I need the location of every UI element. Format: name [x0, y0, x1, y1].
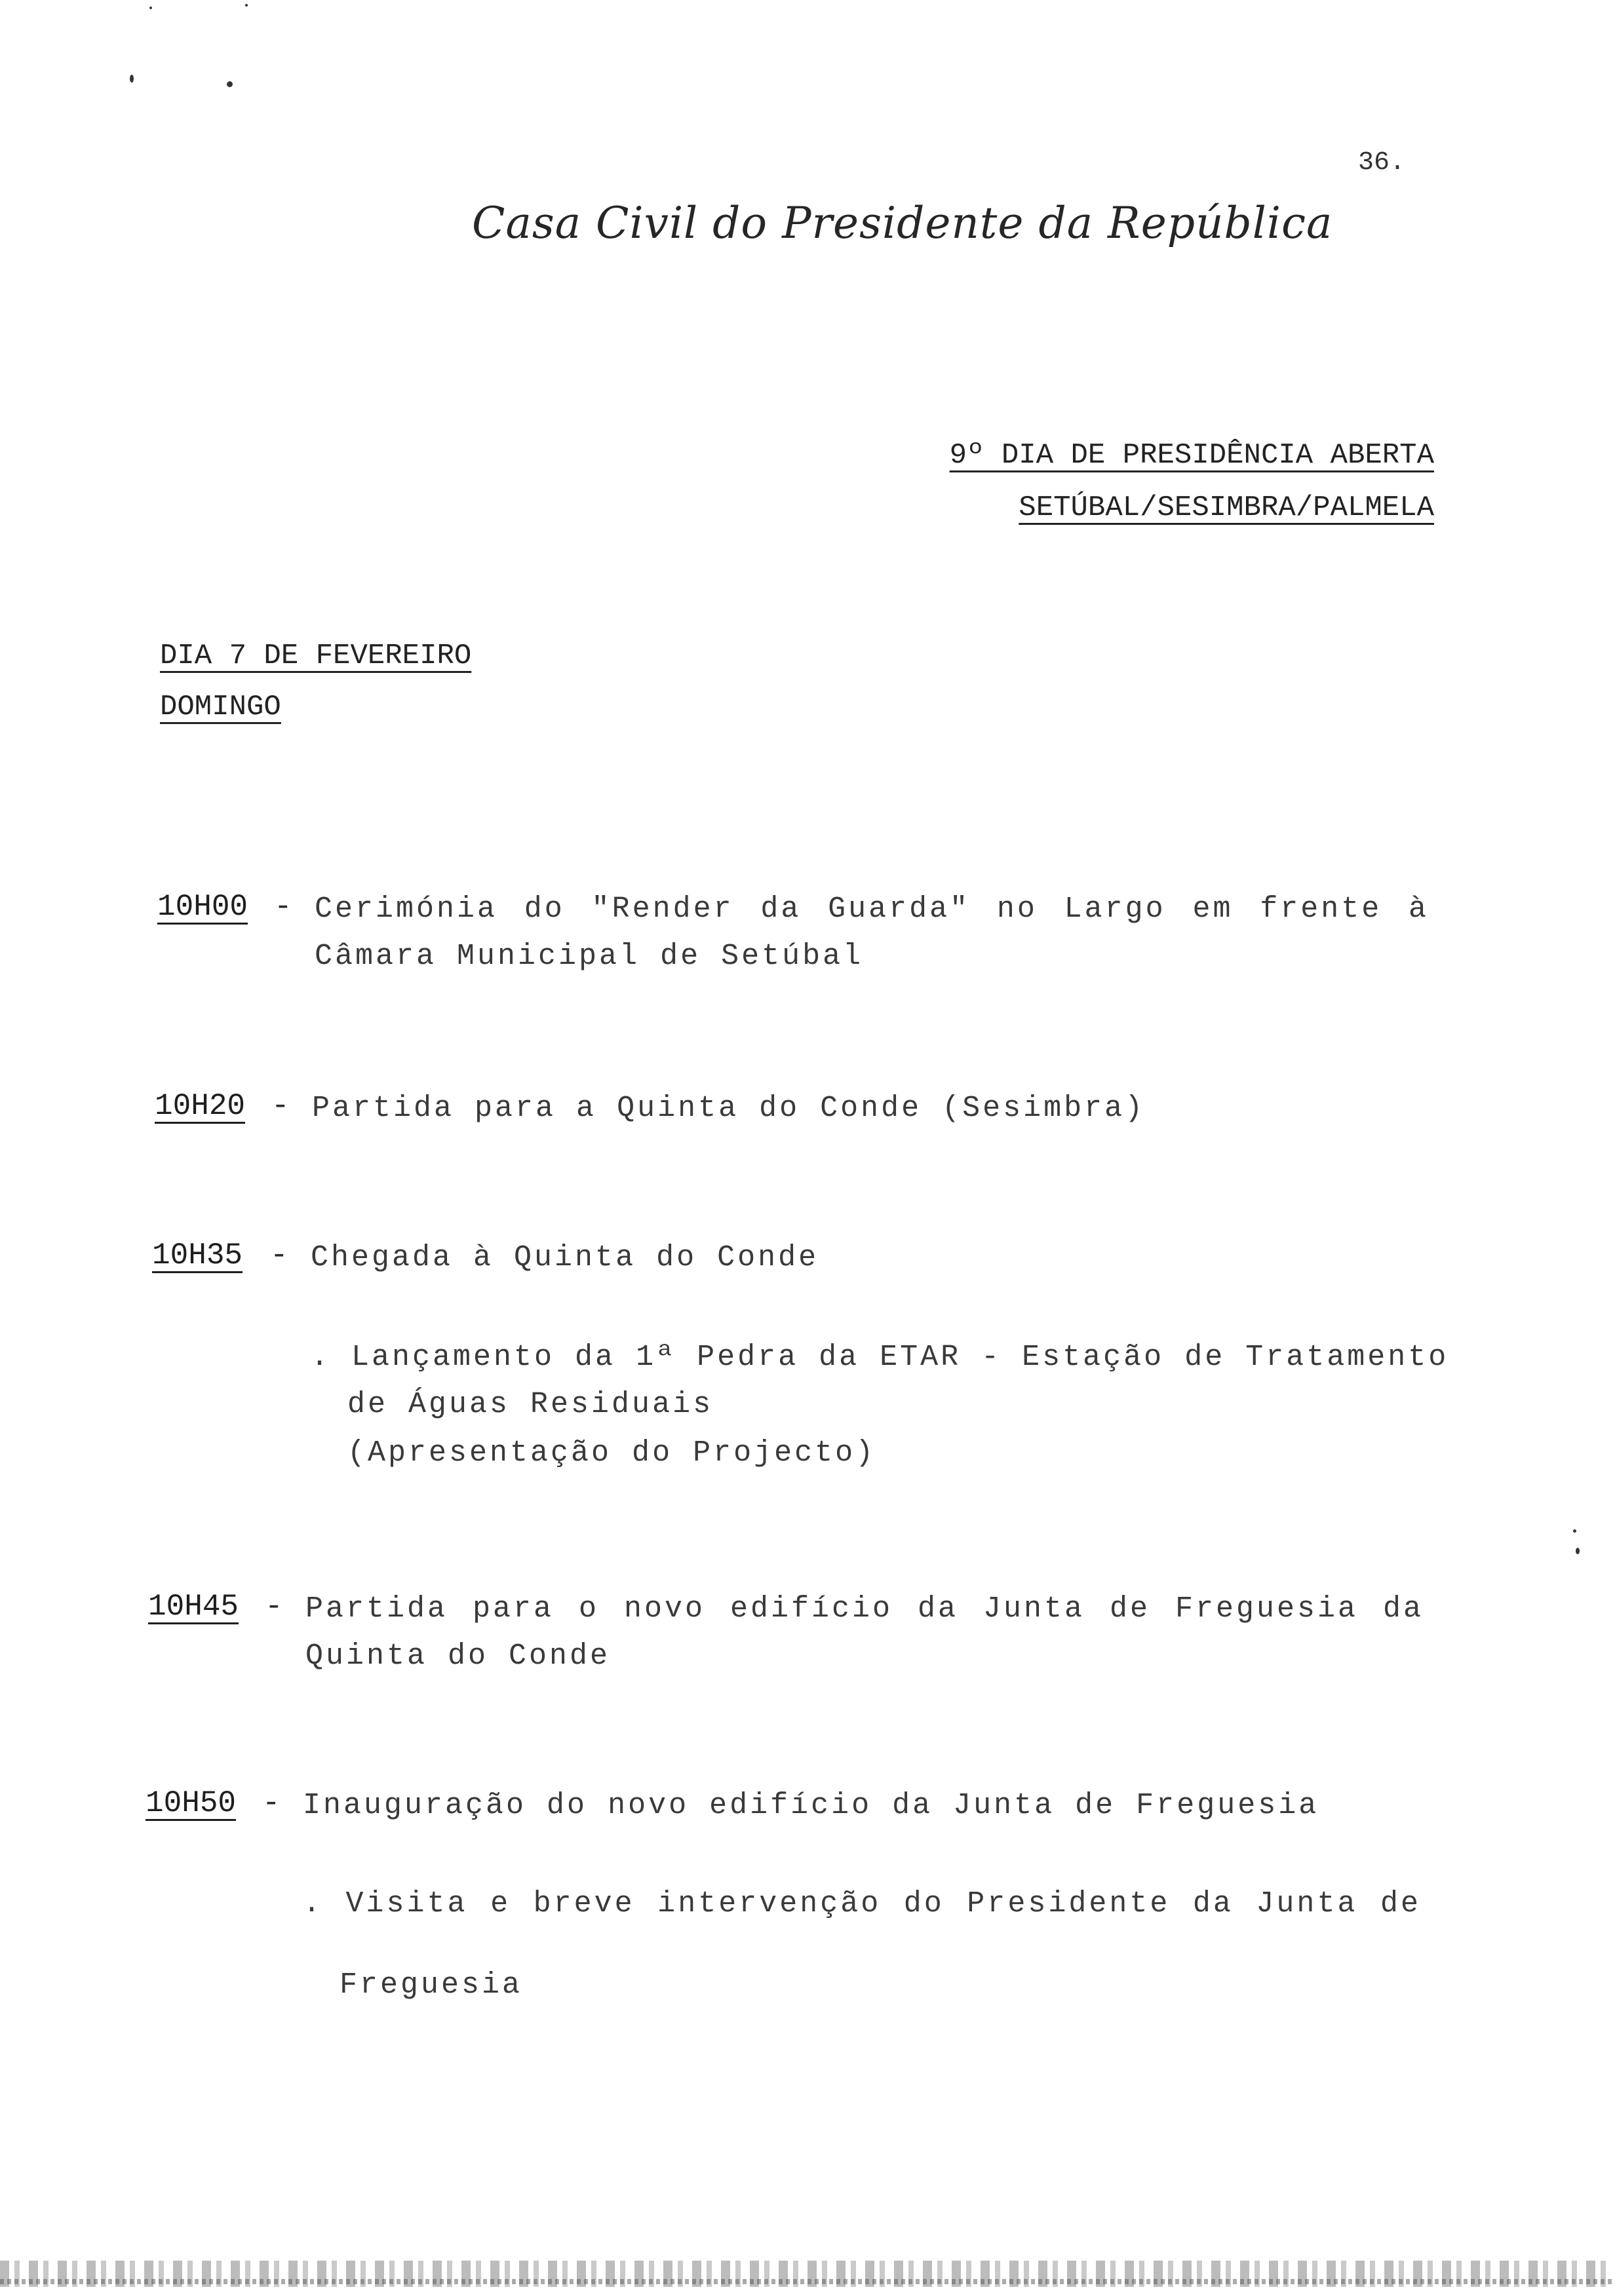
schedule-description: Câmara Municipal de Setúbal	[315, 940, 864, 973]
schedule-description: Partida para o novo edifício da Junta de Freguesia da	[305, 1592, 1424, 1626]
schedule-description: Cerimónia do "Render da Guarda" no Largo em frente à	[315, 892, 1429, 926]
schedule-sub-item: de Águas Residuais	[347, 1388, 714, 1421]
schedule-sub-item: (Apresentação do Projecto)	[347, 1436, 876, 1470]
schedule-sub-item: . Visita e breve intervenção do Presidente da Junta de	[303, 1887, 1421, 1921]
schedule-time: 10H45	[148, 1590, 239, 1624]
date-weekday: DOMINGO	[160, 691, 281, 723]
schedule-dash: -	[262, 1786, 281, 1820]
scan-speck	[227, 81, 233, 87]
schedule-dash: -	[270, 1238, 288, 1272]
scan-speck	[245, 4, 248, 7]
schedule-dash: -	[271, 1089, 290, 1123]
schedule-description: Chegada à Quinta do Conde	[311, 1241, 819, 1274]
scan-edge-noise	[0, 2279, 1615, 2284]
header-title: 9º DIA DE PRESIDÊNCIA ABERTA	[949, 439, 1434, 472]
scan-speck	[1576, 1548, 1580, 1554]
schedule-time: 10H00	[157, 890, 248, 924]
scan-speck	[1573, 1529, 1576, 1533]
schedule-time: 10H35	[152, 1238, 243, 1272]
schedule-time: 10H20	[155, 1089, 246, 1123]
schedule-description: Inauguração do novo edifício da Junta de Freguesia	[303, 1789, 1319, 1822]
schedule-sub-item: Freguesia	[340, 1968, 523, 2002]
scan-speck	[149, 7, 152, 9]
schedule-description: Partida para a Quinta do Conde (Sesimbra)	[312, 1092, 1146, 1125]
schedule-time: 10H50	[146, 1786, 237, 1820]
letterhead: Casa Civil do Presidente da República	[472, 198, 1333, 248]
header-subtitle: SETÚBAL/SESIMBRA/PALMELA	[1019, 491, 1434, 524]
date-day: DIA 7 DE FEVEREIRO	[160, 640, 472, 672]
schedule-dash: -	[265, 1590, 283, 1624]
page-number: 36.	[1358, 148, 1406, 178]
scan-speck	[130, 75, 134, 83]
schedule-sub-item: . Lançamento da 1ª Pedra da ETAR - Estação de Tratamento	[311, 1341, 1449, 1374]
schedule-dash: -	[274, 890, 292, 924]
schedule-description: Quinta do Conde	[305, 1639, 611, 1673]
